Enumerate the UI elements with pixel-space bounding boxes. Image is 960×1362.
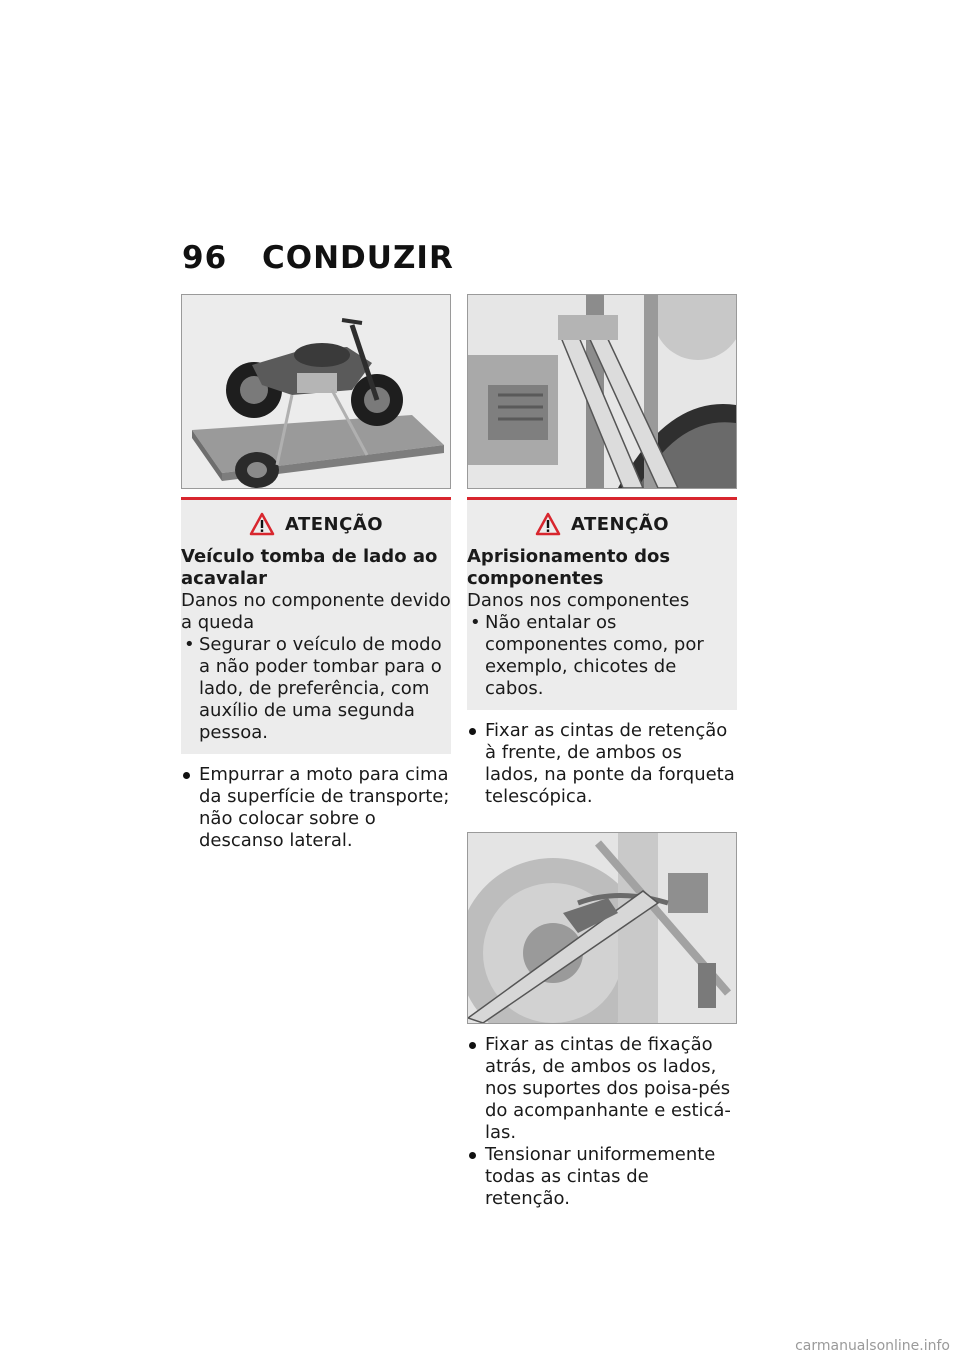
warning-heading: Veículo tomba de lado ao acavalar — [181, 546, 438, 589]
warning-triangle-icon — [249, 512, 275, 536]
warning-heading: Aprisionamento dos componentes — [467, 546, 671, 589]
instruction-list — [181, 764, 451, 852]
page-number: 96 — [182, 240, 228, 276]
right-column — [467, 294, 737, 1210]
warning-label: ATENÇÃO — [284, 513, 384, 535]
left-column — [181, 294, 451, 852]
warning-text: Danos no componente devido a queda — [181, 590, 451, 633]
warning-list — [181, 634, 451, 744]
warning-list — [467, 612, 737, 700]
instruction-item: Fixar as cintas de fixação atrás, de ambos os lados, nos suportes dos poisa-pés do acompanhante e esticá-las. — [467, 1034, 737, 1144]
warning-text: Danos nos componentes — [467, 590, 690, 611]
watermark: carmanualsonline.info — [795, 1338, 950, 1354]
warning-title — [467, 512, 737, 536]
instruction-item: Fixar as cintas de retenção à frente, de ambos os lados, na ponte da forqueta telescópica. — [467, 720, 737, 808]
figure-front-fork-straps — [467, 294, 737, 489]
warning-label: ATENÇÃO — [570, 513, 670, 535]
figure-motorcycle-on-trailer — [181, 294, 451, 489]
chapter-title: CONDUZIR — [262, 240, 454, 276]
instruction-item: Tensionar uniformemente todas as cintas de retenção. — [467, 1144, 737, 1210]
front-fork-illustration — [468, 295, 736, 488]
instruction-item: Empurrar a moto para cima da superfície de transporte; não colocar sobre o descanso lateral. — [181, 764, 451, 852]
page-header — [182, 240, 454, 276]
rear-footrest-illustration — [468, 833, 736, 1023]
instruction-list — [467, 1034, 737, 1210]
figure-rear-footrest-straps — [467, 832, 737, 1024]
motorcycle-trailer-illustration — [182, 295, 450, 488]
warning-box — [467, 497, 737, 710]
warning-list-item: • Segurar o veículo de modo a não poder tombar para o lado, de preferência, com auxílio de uma segunda pessoa. — [181, 634, 451, 744]
warning-list-item: • Não entalar os componentes como, por exemplo, chicotes de cabos. — [467, 612, 737, 700]
warning-title — [181, 512, 451, 536]
warning-box — [181, 497, 451, 754]
warning-triangle-icon — [535, 512, 561, 536]
instruction-list — [467, 720, 737, 808]
